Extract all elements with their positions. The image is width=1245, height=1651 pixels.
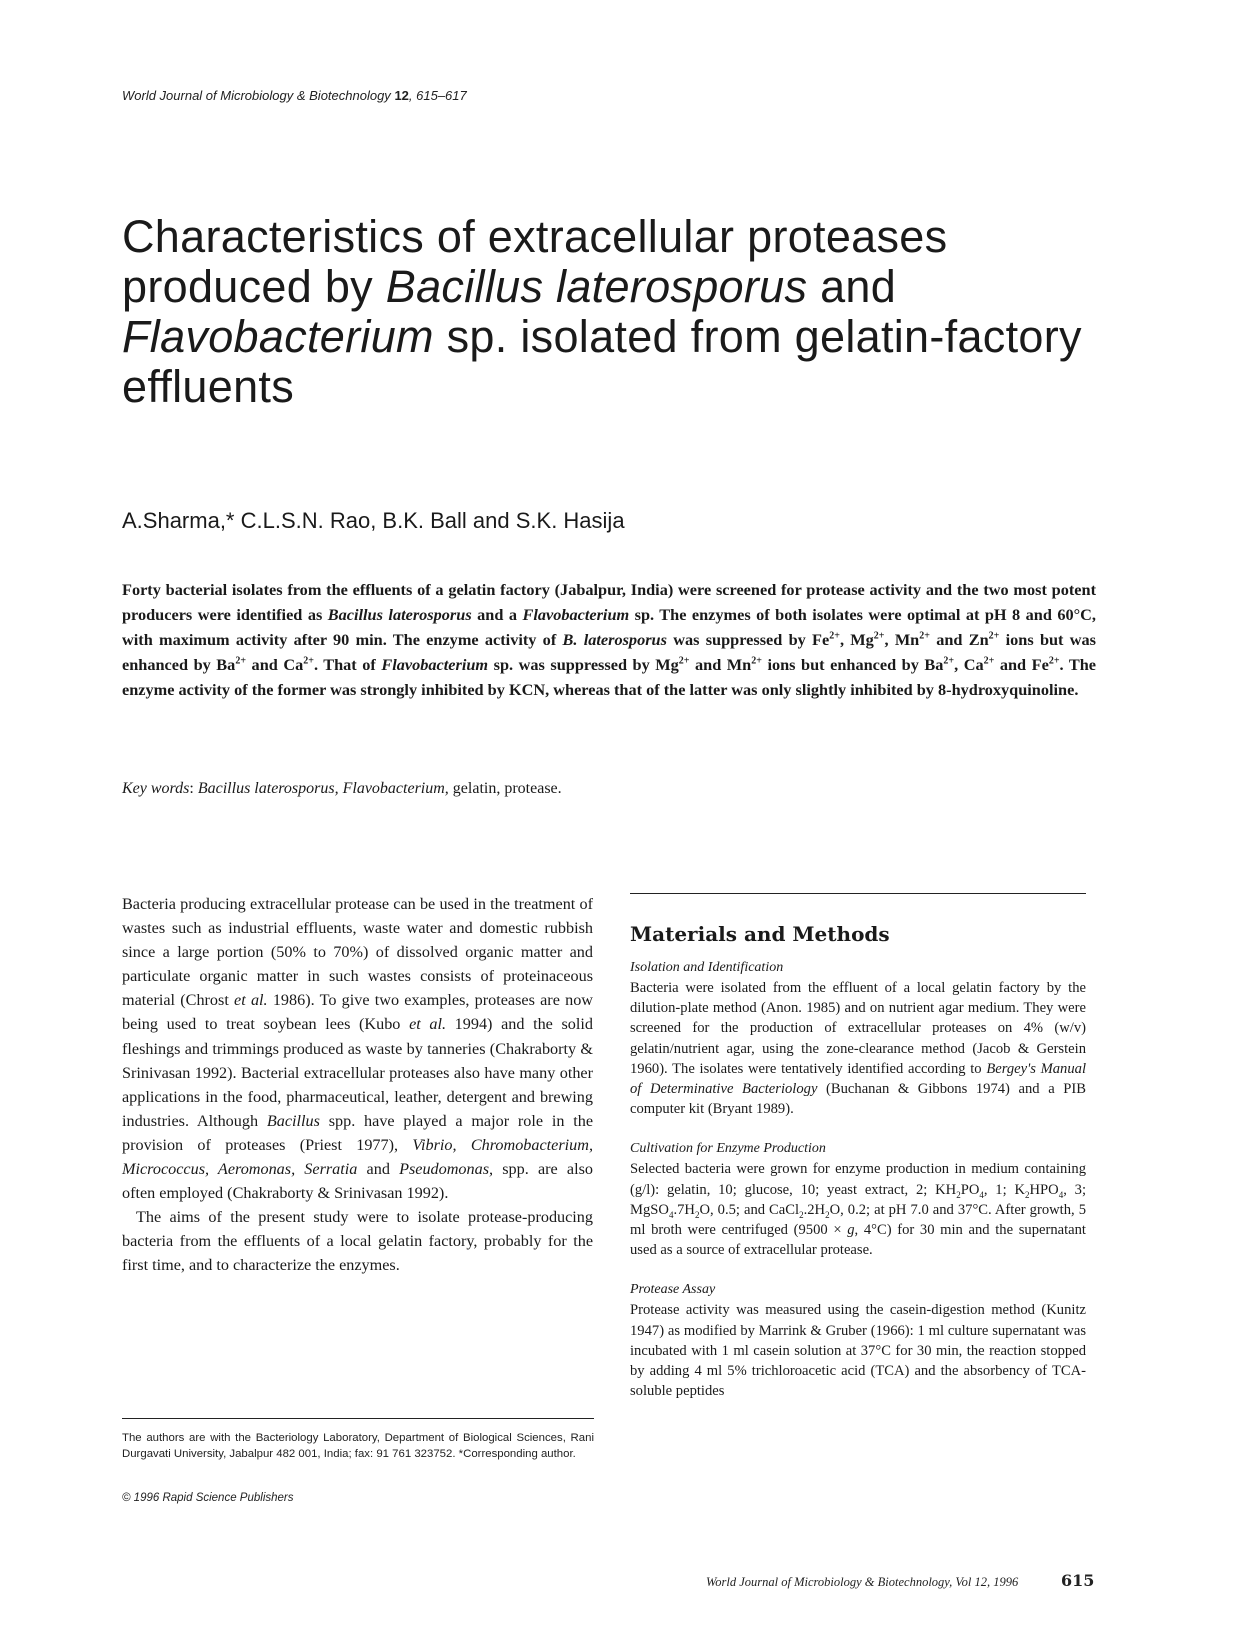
ion-charge: 2+	[751, 655, 762, 667]
methods-text: Bacteria were isolated from the effluent of a local gelatin factory by the dilution-plate method (Anon. 1985) and on nutrient agar medium. They were screened for the production of extracellular proteases on 4% (w/v) gelatin/nutrient agar, using the zone-clearance method (Jacob & Gerstein 1960). The isolates were tentatively identified according to	[630, 980, 1086, 1077]
intro-italic: Bacillus	[266, 1111, 320, 1130]
intro-text: spp. have played a major role in the provision of proteases (Priest 1977),	[122, 1111, 593, 1154]
ion-charge: 2+	[988, 630, 1000, 642]
journal-pages: , 615–617	[408, 88, 467, 103]
author-footnote: The authors are with the Bacteriology Laboratory, Department of Biological Sciences, Rani Durgavati University, Jabalpur 482 001, India; fax: 91 761 323752. *Corresponding author.	[122, 1432, 594, 1460]
abstract-text: and Mn	[689, 655, 752, 674]
abstract-italic: B. laterosporus	[562, 630, 667, 649]
intro-italic: Pseudomonas,	[399, 1160, 494, 1179]
abstract-italic: Bacillus laterosporus	[327, 605, 472, 624]
section-heading: Materials and Methods	[630, 922, 890, 946]
abstract-text: sp. The enzymes of both isolates were optimal at pH 8 and 60°C, with maximum activity after 90 min. The enzyme activity of	[122, 605, 1096, 649]
ion-charge: 2+	[919, 630, 930, 642]
title-part: and	[807, 261, 897, 312]
intro-paragraph-1	[122, 892, 593, 1205]
intro-italic: et al.	[234, 991, 268, 1010]
article-title	[122, 212, 1082, 412]
abstract-text: ions but was enhanced by Ba	[122, 630, 1096, 674]
materials-and-methods	[630, 922, 1086, 1401]
abstract-text: ions but enhanced by Ba	[761, 655, 944, 674]
keywords-sep: :	[189, 780, 198, 797]
subsection-title: Cultivation for Enzyme Production	[630, 1141, 826, 1157]
journal-name: World Journal of Microbiology & Biotechnology	[122, 88, 391, 103]
abstract-italic: Flavobacterium	[522, 605, 630, 624]
intro-text: 1994) and the solid fleshings and trimmings produced as waste by tanneries (Chakraborty & Srinivasan 1992). Bacterial extracellular proteases also have many other applications in the food, pharmaceutical, leather, detergent and brewing industries. Although	[122, 1015, 593, 1130]
subsection-title: Protease Assay	[630, 1282, 716, 1298]
abstract-text: and Zn	[929, 630, 989, 649]
subscript: 2	[694, 1209, 700, 1220]
keywords-plain: gelatin, protease.	[448, 780, 562, 797]
methods-italic: g	[847, 1222, 855, 1239]
methods-text: O, 0.2; at pH 7.0 and 37°C. After growth, 5 ml broth were centrifuged (9500 ×	[630, 1201, 1086, 1239]
subscript: 4	[1058, 1189, 1064, 1200]
intro-text: 1986). To give two examples, proteases are now being used to treat soybean lees (Kubo	[122, 991, 593, 1034]
subsection-title: Isolation and Identification	[630, 960, 784, 975]
ion-charge: 2+	[303, 655, 314, 667]
subscript: 4	[668, 1209, 674, 1220]
journal-volume: 12	[394, 88, 409, 103]
intro-italic: Vibrio, Chromobacterium, Micrococcus, Aeromonas, Serratia	[122, 1135, 593, 1179]
subscript: 2	[1025, 1189, 1030, 1200]
ion-charge: 2+	[678, 655, 690, 667]
abstract-text: was suppressed by Fe	[666, 630, 830, 649]
subscript: 4	[979, 1189, 984, 1200]
intro-text: Bacteria producing extracellular protease can be used in the treatment of wastes such as industrial effluents, waste water and domestic rubbish since a large portion (50% to 70%) of dissolved organic matter and particulate organic matter in such wastes consists of proteinaceous material (Chrost	[122, 895, 593, 1010]
keywords	[122, 780, 562, 798]
subscript: 2	[799, 1209, 804, 1220]
methods-text: , 1; K	[983, 1181, 1025, 1198]
intro-paragraph-2: The aims of the present study were to isolate protease-producing bacteria from the effluents of a local gelatin factory, probably for the first time, and to characterize the enzymes.	[122, 1208, 593, 1275]
methods-text: HPO	[1029, 1181, 1059, 1198]
intro-text: and	[357, 1160, 400, 1179]
methods-text: O, 0.5; and CaCl	[699, 1201, 800, 1218]
title-species: Flavobacterium	[122, 311, 434, 362]
abstract-text: , Mg	[839, 630, 874, 649]
keywords-italic: Bacillus laterosporus, Flavobacterium,	[197, 780, 449, 797]
abstract-text: Forty bacterial isolates from the effluents of a gelatin factory (Jabalpur, India) were screened for protease activity and the two most potent producers were identified as	[122, 580, 1096, 624]
isolation-paragraph	[630, 978, 1086, 1119]
methods-text: .2H	[803, 1201, 826, 1218]
methods-italic: Bergey's Manual of Determinative Bacteriology	[630, 1060, 1086, 1098]
footer-journal: World Journal of Microbiology & Biotechnology, Vol 12, 1996	[706, 1575, 1019, 1589]
keywords-label: Key words	[122, 780, 190, 797]
cultivation-paragraph	[630, 1159, 1086, 1260]
abstract-italic: Flavobacterium	[381, 655, 489, 674]
abstract-text: and Ca	[246, 655, 304, 674]
intro-text: spp. are also often employed (Chakraborty & Srinivasan 1992).	[122, 1160, 593, 1203]
ion-charge: 2+	[983, 655, 995, 667]
title-part: sp. isolated from gelatin-factory effluents	[122, 311, 1082, 412]
ion-charge: 2+	[1048, 655, 1060, 667]
ion-charge: 2+	[873, 630, 885, 642]
methods-text: , 4°C) for 30 min and the supernatant used as a source of extracellular protease.	[630, 1222, 1086, 1259]
abstract	[122, 577, 1096, 702]
subscript: 2	[825, 1209, 830, 1220]
section-rule	[630, 893, 1086, 894]
intro-italic: et al.	[409, 1015, 447, 1034]
title-species: Bacillus laterosporus	[385, 261, 808, 312]
ion-charge: 2+	[235, 655, 247, 667]
introduction	[122, 892, 593, 1278]
abstract-text: , Ca	[954, 655, 984, 674]
abstract-text: sp. was suppressed by Mg	[488, 655, 679, 674]
abstract-text: . That of	[313, 655, 382, 674]
authors: A.Sharma,* C.L.S.N. Rao, B.K. Ball and S.K. Hasija	[122, 508, 625, 533]
journal-header	[122, 88, 467, 103]
methods-text: , 3; MgSO	[630, 1181, 1086, 1218]
copyright: © 1996 Rapid Science Publishers	[122, 1492, 294, 1504]
ion-charge: 2+	[943, 655, 955, 667]
methods-text: PO	[960, 1181, 980, 1198]
abstract-text: . The enzyme activity of the former was strongly inhibited by KCN, whereas that of the latter was only slightly inhibited by 8-hydroxyquinoline.	[122, 655, 1096, 699]
methods-text: Selected bacteria were grown for enzyme production in medium containing (g/l): gelatin, 10; glucose, 10; yeast extract, 2; KH	[630, 1161, 1086, 1198]
methods-text: .7H	[673, 1201, 695, 1218]
abstract-text: and a	[471, 605, 523, 624]
abstract-text: and Fe	[994, 655, 1049, 674]
ion-charge: 2+	[829, 630, 840, 642]
footnote-rule	[122, 1418, 594, 1419]
abstract-text: , Mn	[884, 630, 920, 649]
page-number: 615	[1061, 1571, 1095, 1590]
title-part: Characteristics of extracellular proteases produced by	[122, 211, 948, 312]
assay-paragraph: Protease activity was measured using the casein-digestion method (Kunitz 1947) as modified by Marrink & Gruber (1966): 1 ml culture supernatant was incubated with 1 ml casein solution at 37°C for 30 min, the reaction stopped by adding 4 ml 5% trichloroacetic acid (TCA) and the absorbency of TCA-soluble peptides	[630, 1302, 1086, 1400]
subscript: 2	[956, 1189, 961, 1200]
methods-text: (Buchanan & Gibbons 1974) and a PIB computer kit (Bryant 1989).	[630, 1081, 1086, 1118]
